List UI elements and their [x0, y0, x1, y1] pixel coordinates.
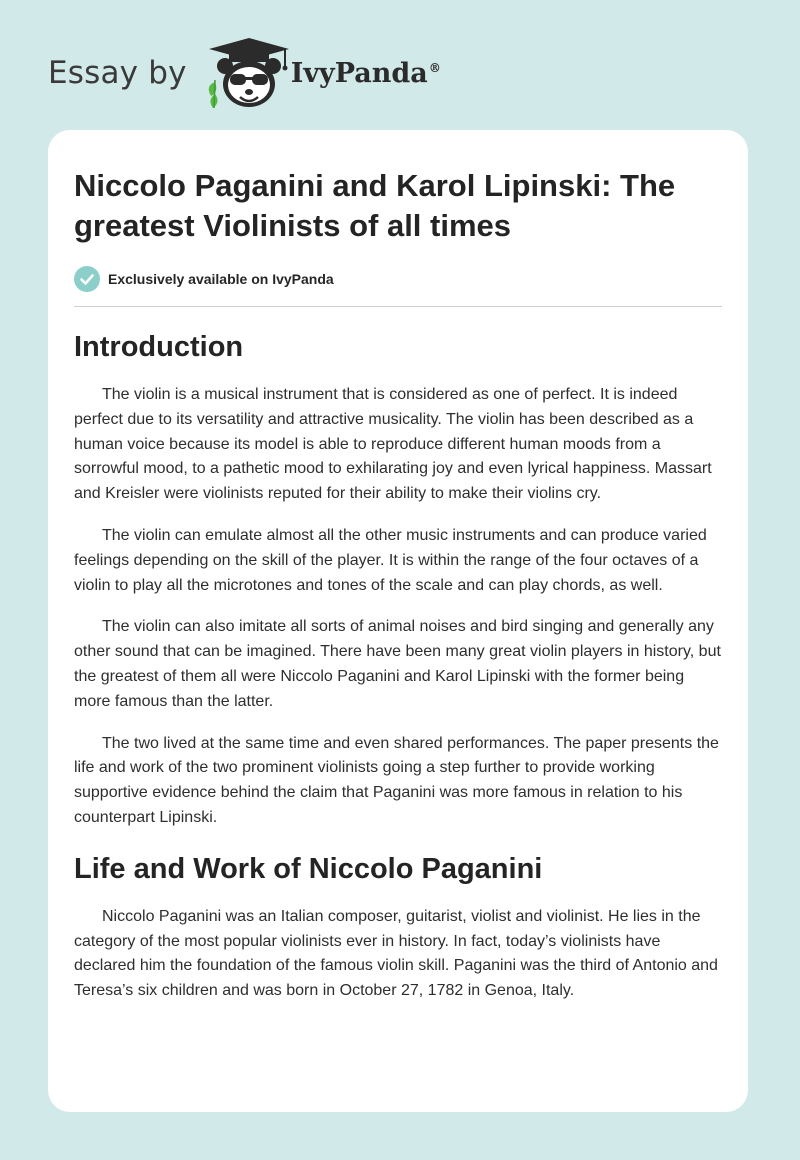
section-introduction — [74, 329, 722, 831]
section-body — [74, 905, 722, 1004]
paragraph: Niccolo Paganini was an Italian composer, guitarist, violist and violinist. He lies in the category of the most popular violinists ever in history. In fact, today’s violinists have declared him the foundation of the famous violin skill. Paganini was the third of Antonio and Teresa’s six children and was born in October 27, 1782 in Genoa, Italy. — [74, 907, 718, 1000]
paragraph: The violin can also imitate all sorts of animal noises and bird singing and generally any other sound that can be imagined. There have been many great violin players in history, but the greatest of them all were Niccolo Paganini and Karol Lipinski with the former being more famous than the latter. — [74, 618, 721, 710]
section-body — [74, 383, 722, 831]
site-header — [48, 36, 441, 110]
essay-title: Niccolo Paganini and Karol Lipinski: The greatest Violinists of all times — [74, 168, 676, 243]
check-circle-icon — [74, 266, 100, 292]
section-heading: Life and Work of Niccolo Paganini — [74, 852, 543, 885]
section-life-and-work — [74, 851, 722, 1004]
paragraph: The violin can emulate almost all the other music instruments and can produce varied feelings depending on the skill of the player. It is within the range of the four octaves of a violin to play all the microtones and tones of the scale and can play chords, as well. — [74, 526, 707, 594]
exclusive-badge — [74, 266, 722, 292]
essay-by-label: Essay by — [48, 55, 187, 91]
paragraph: The violin is a musical instrument that is considered as one of perfect. It is indeed perfect due to its versatility and attractive musicality. The violin has been described as a human voice because its model is able to reproduce different human moods from a sorrowful mood, to a pathetic mood to exhilarating joy and even lyrical happiness. Massart and Kreisler were violinists reputed for their ability to make their violins cry. — [74, 386, 712, 503]
paragraph: The two lived at the same time and even shared performances. The paper presents the life and work of the two prominent violinists going a step further to provide working supportive evidence behind the claim that Paganini was more famous in relation to his counterpart Lipinski. — [74, 734, 719, 826]
ivypanda-logo-icon[interactable] — [201, 36, 297, 110]
essay-card — [48, 130, 748, 1112]
ivypanda-wordmark[interactable]: IvyPanda® — [290, 57, 441, 89]
registered-mark: ® — [428, 60, 441, 75]
exclusive-label: Exclusively available on IvyPanda — [108, 271, 334, 287]
title-divider — [74, 306, 722, 307]
section-heading: Introduction — [74, 331, 244, 363]
